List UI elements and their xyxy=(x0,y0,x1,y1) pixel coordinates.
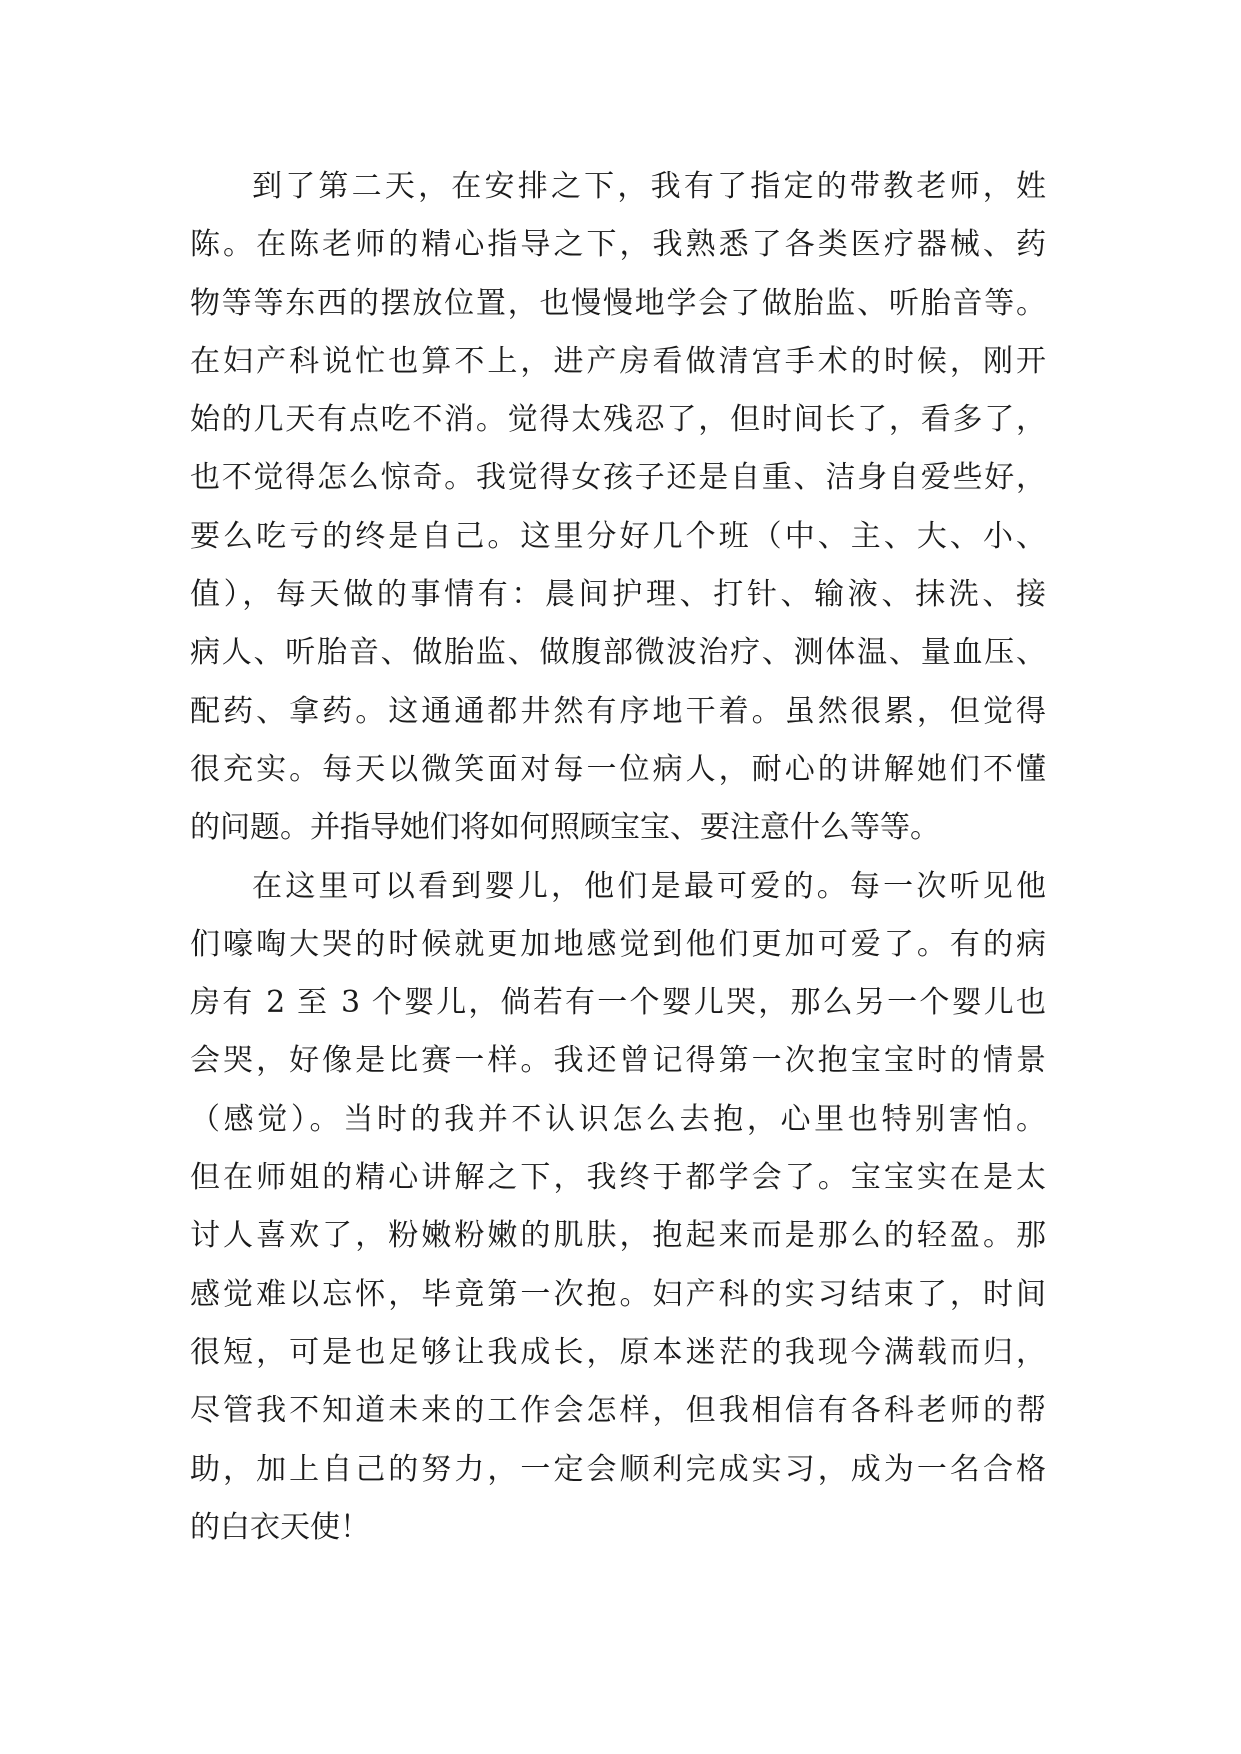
text-line: 的问题。并指导她们将如何照顾宝宝、要注意什么等等。 xyxy=(190,810,940,846)
text-line: 物等等东西的摆放位置，也慢慢地学会了做胎监、听胎音等。 xyxy=(190,285,1046,321)
text-line: 讨人喜欢了，粉嫩粉嫩的肌肤，抱起来而是那么的轻盈。那 xyxy=(190,1218,1046,1254)
text-line: 房有 2 至 3 个婴儿，倘若有一个婴儿哭，那么另一个婴儿也 xyxy=(190,985,1046,1021)
text-line: 始的几天有点吃不消。觉得太残忍了，但时间长了，看多了， xyxy=(190,402,1046,438)
text-line: 在这里可以看到婴儿，他们是最可爱的。每一次听见他 xyxy=(252,868,1046,904)
text-line: 到了第二天，在安排之下，我有了指定的带教老师，姓 xyxy=(252,169,1046,204)
text-line: 陈。在陈老师的精心指导之下，我熟悉了各类医疗器械、药 xyxy=(190,227,1046,263)
text-line: 们嚎啕大哭的时候就更加地感觉到他们更加可爱了。有的病 xyxy=(190,926,1046,962)
document-body xyxy=(190,158,1046,1557)
text-line: 助，加上自己的努力，一定会顺利完成实习，成为一名合格 xyxy=(190,1451,1046,1487)
text-line: 要么吃亏的终是自己。这里分好几个班（中、主、大、小、 xyxy=(190,518,1046,554)
text-line: 病人、听胎音、做胎监、做腹部微波治疗、测体温、量血压、 xyxy=(190,635,1046,671)
text-line: 尽管我不知道未来的工作会怎样，但我相信有各科老师的帮 xyxy=(190,1393,1046,1429)
text-line: 配药、拿药。这通通都井然有序地干着。虽然很累，但觉得 xyxy=(190,693,1046,729)
paragraph-1 xyxy=(190,158,1046,858)
text-line: 会哭，好像是比赛一样。我还曾记得第一次抱宝宝时的情景 xyxy=(190,1043,1046,1079)
text-line: （感觉）。当时的我并不认识怎么去抱，心里也特别害怕。 xyxy=(190,1101,1046,1137)
text-line: 在妇产科说忙也算不上，进产房看做清宫手术的时候，刚开 xyxy=(190,343,1046,379)
text-line: 但在师姐的精心讲解之下，我终于都学会了。宝宝实在是太 xyxy=(190,1160,1046,1196)
text-line: 感觉难以忘怀，毕竟第一次抱。妇产科的实习结束了，时间 xyxy=(190,1276,1046,1312)
text-line: 值），每天做的事情有：晨间护理、打针、输液、抹洗、接 xyxy=(190,577,1046,613)
text-line: 的白衣天使！ xyxy=(190,1509,370,1545)
text-line: 很短，可是也足够让我成长，原本迷茫的我现今满载而归， xyxy=(190,1334,1046,1370)
paragraph-2 xyxy=(190,858,1046,1558)
text-line: 也不觉得怎么惊奇。我觉得女孩子还是自重、洁身自爱些好， xyxy=(190,460,1046,496)
text-line: 很充实。每天以微笑面对每一位病人，耐心的讲解她们不懂 xyxy=(190,751,1046,787)
